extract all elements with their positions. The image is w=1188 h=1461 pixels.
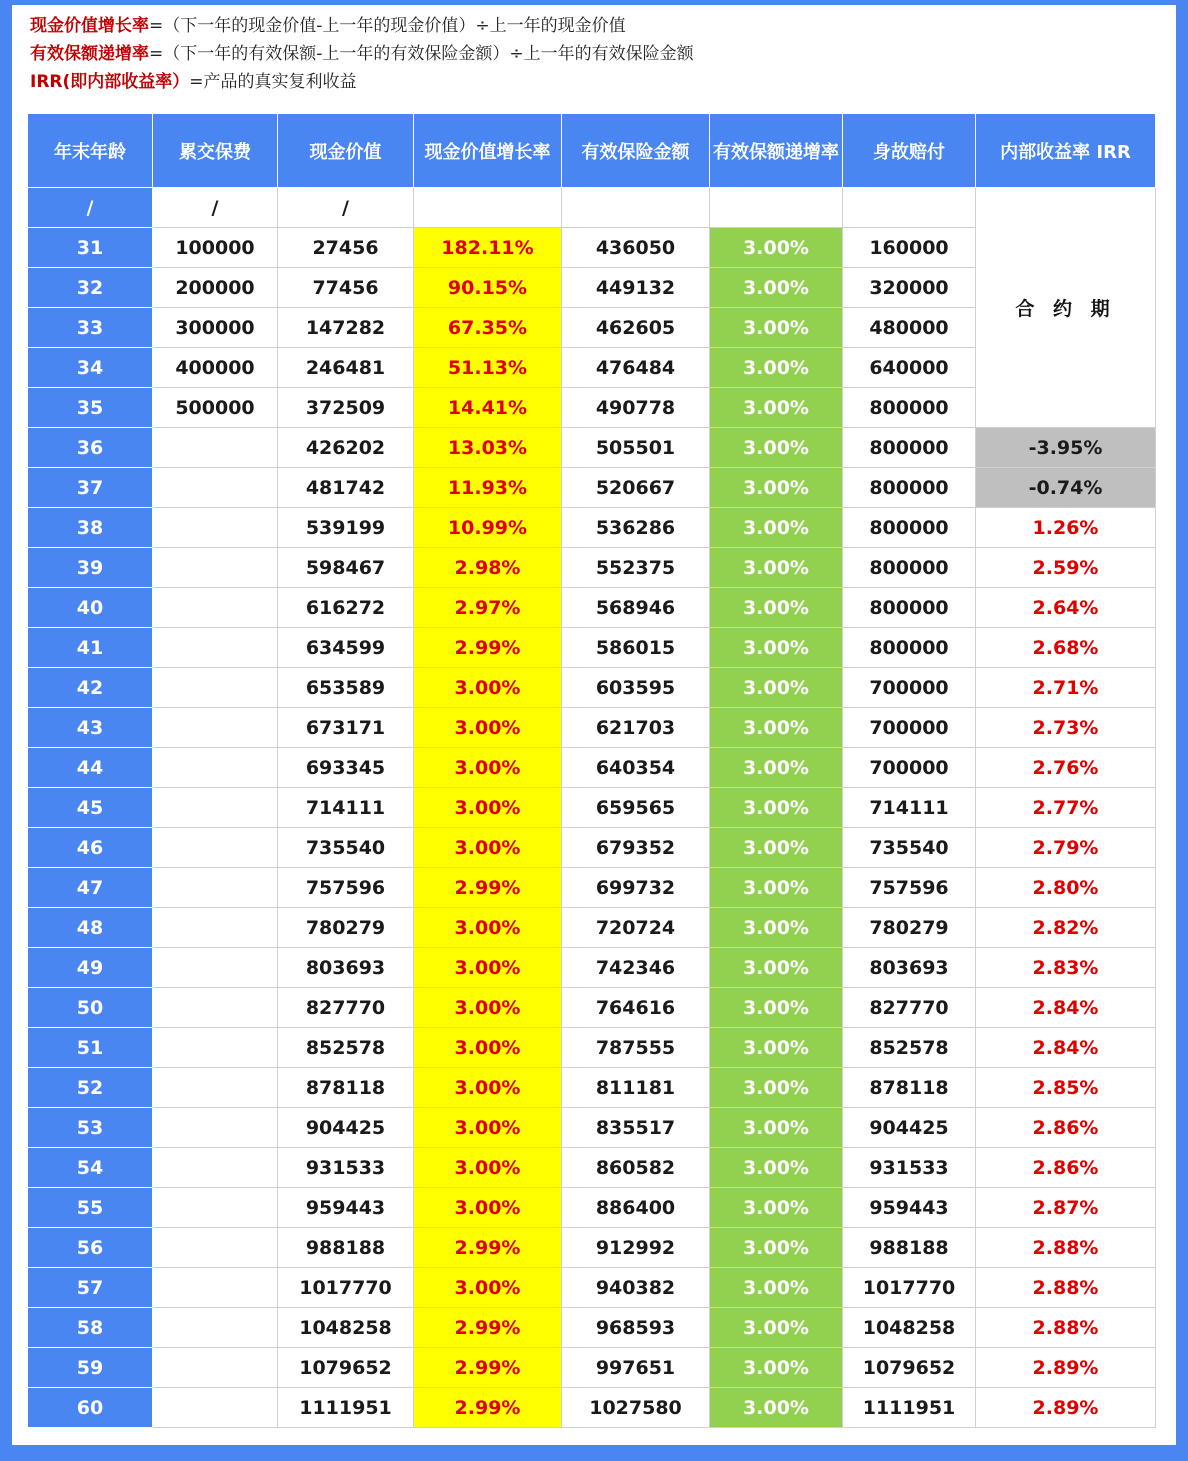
premium-cell (153, 668, 278, 708)
sum-insured-cell: 520667 (562, 468, 710, 508)
note-key: 现金价值增长率 (30, 16, 149, 36)
age-cell: 31 (28, 228, 153, 268)
sum-insured-cell: 568946 (562, 588, 710, 628)
cash-value-cell: 372509 (278, 388, 414, 428)
cash-growth-cell: 3.00% (414, 748, 562, 788)
cash-value-cell: 634599 (278, 628, 414, 668)
death-benefit-cell: 735540 (843, 828, 976, 868)
age-cell: / (28, 188, 153, 228)
premium-cell (153, 868, 278, 908)
sum-growth-cell: 3.00% (710, 1268, 843, 1308)
irr-cell: 2.83% (976, 948, 1156, 988)
death-benefit-cell: 1111951 (843, 1388, 976, 1428)
sum-growth-cell: 3.00% (710, 1108, 843, 1148)
table-row (28, 788, 1156, 828)
irr-cell: 2.82% (976, 908, 1156, 948)
death-benefit-cell: 700000 (843, 748, 976, 788)
premium-cell (153, 988, 278, 1028)
note-text: =（下一年的有效保额-上一年的有效保险金额）÷上一年的有效保险金额 (149, 44, 694, 64)
death-benefit-cell: 988188 (843, 1228, 976, 1268)
cash-value-cell: 673171 (278, 708, 414, 748)
irr-cell: 2.85% (976, 1068, 1156, 1108)
age-cell: 54 (28, 1148, 153, 1188)
sum-insured-cell: 476484 (562, 348, 710, 388)
age-cell: 55 (28, 1188, 153, 1228)
premium-cell: / (153, 188, 278, 228)
table-row (28, 1108, 1156, 1148)
cash-value-cell: / (278, 188, 414, 228)
sum-insured-cell: 886400 (562, 1188, 710, 1228)
death-benefit-cell: 700000 (843, 708, 976, 748)
irr-cell: 1.26% (976, 508, 1156, 548)
age-cell: 40 (28, 588, 153, 628)
premium-cell (153, 1028, 278, 1068)
premium-cell (153, 748, 278, 788)
sum-growth-cell: 3.00% (710, 468, 843, 508)
cash-growth-cell: 2.98% (414, 548, 562, 588)
note-text: =产品的真实复利收益 (189, 72, 357, 92)
age-cell: 44 (28, 748, 153, 788)
irr-cell: 2.77% (976, 788, 1156, 828)
cash-growth-cell: 3.00% (414, 708, 562, 748)
cash-value-cell: 904425 (278, 1108, 414, 1148)
cash-growth-cell: 13.03% (414, 428, 562, 468)
note-text: =（下一年的现金价值-上一年的现金价值）÷上一年的现金价值 (149, 16, 626, 36)
premium-cell (153, 1268, 278, 1308)
irr-cell: 2.87% (976, 1188, 1156, 1228)
sum-insured-cell: 603595 (562, 668, 710, 708)
sum-insured-cell: 679352 (562, 828, 710, 868)
header-premium: 累交保费 (153, 114, 278, 188)
death-benefit-cell: 714111 (843, 788, 976, 828)
cash-value-cell: 780279 (278, 908, 414, 948)
sum-growth-cell: 3.00% (710, 788, 843, 828)
cash-growth-cell: 3.00% (414, 828, 562, 868)
cash-growth-cell: 3.00% (414, 1028, 562, 1068)
death-benefit-cell: 931533 (843, 1148, 976, 1188)
sum-insured-cell: 997651 (562, 1348, 710, 1388)
cash-value-cell: 714111 (278, 788, 414, 828)
age-cell: 56 (28, 1228, 153, 1268)
premium-cell (153, 1148, 278, 1188)
irr-cell: 2.86% (976, 1108, 1156, 1148)
table-row (28, 868, 1156, 908)
death-benefit-cell: 800000 (843, 588, 976, 628)
cash-growth-cell: 2.99% (414, 1228, 562, 1268)
cash-value-cell: 959443 (278, 1188, 414, 1228)
cash-growth-cell: 3.00% (414, 1268, 562, 1308)
cash-value-cell: 1111951 (278, 1388, 414, 1428)
sum-growth-cell: 3.00% (710, 348, 843, 388)
sum-growth-cell: 3.00% (710, 548, 843, 588)
contract-period-label: 合 约 期 (976, 188, 1156, 428)
cash-growth-cell: 3.00% (414, 1148, 562, 1188)
death-benefit-cell: 852578 (843, 1028, 976, 1068)
premium-cell (153, 428, 278, 468)
age-cell: 34 (28, 348, 153, 388)
cash-growth-cell: 3.00% (414, 948, 562, 988)
sum-growth-cell: 3.00% (710, 1348, 843, 1388)
death-benefit-cell: 757596 (843, 868, 976, 908)
premium-cell: 200000 (153, 268, 278, 308)
sum-insured-cell: 490778 (562, 388, 710, 428)
premium-cell (153, 828, 278, 868)
cash-value-cell: 827770 (278, 988, 414, 1028)
age-cell: 35 (28, 388, 153, 428)
cash-growth-cell: 3.00% (414, 1108, 562, 1148)
note-irr (30, 68, 694, 96)
premium-cell (153, 708, 278, 748)
header-sum-growth: 有效保额递增率 (710, 114, 843, 188)
irr-cell: 2.88% (976, 1308, 1156, 1348)
age-cell: 52 (28, 1068, 153, 1108)
death-benefit-cell: 878118 (843, 1068, 976, 1108)
death-benefit-cell: 800000 (843, 548, 976, 588)
table-row (28, 1228, 1156, 1268)
cash-value-cell: 931533 (278, 1148, 414, 1188)
cash-growth-cell: 2.99% (414, 628, 562, 668)
premium-cell (153, 1068, 278, 1108)
sum-insured-cell: 764616 (562, 988, 710, 1028)
sum-growth-cell: 3.00% (710, 1388, 843, 1428)
age-cell: 32 (28, 268, 153, 308)
premium-cell (153, 468, 278, 508)
age-cell: 60 (28, 1388, 153, 1428)
death-benefit-cell (843, 188, 976, 228)
cash-value-cell: 481742 (278, 468, 414, 508)
sum-growth-cell: 3.00% (710, 868, 843, 908)
cash-growth-cell: 3.00% (414, 788, 562, 828)
sum-growth-cell: 3.00% (710, 668, 843, 708)
irr-cell: 2.68% (976, 628, 1156, 668)
sum-insured-cell: 720724 (562, 908, 710, 948)
table-row (28, 708, 1156, 748)
age-cell: 36 (28, 428, 153, 468)
sum-insured-cell: 436050 (562, 228, 710, 268)
table-row (28, 1188, 1156, 1228)
sum-insured-cell: 968593 (562, 1308, 710, 1348)
death-benefit-cell: 800000 (843, 468, 976, 508)
note-cash-growth (30, 12, 694, 40)
sum-growth-cell: 3.00% (710, 948, 843, 988)
table-row (28, 668, 1156, 708)
cash-value-cell: 426202 (278, 428, 414, 468)
cash-value-cell: 1048258 (278, 1308, 414, 1348)
death-benefit-cell: 700000 (843, 668, 976, 708)
table-row (28, 908, 1156, 948)
cash-value-cell: 757596 (278, 868, 414, 908)
cash-growth-cell (414, 188, 562, 228)
sum-insured-cell: 640354 (562, 748, 710, 788)
cash-value-cell: 77456 (278, 268, 414, 308)
age-cell: 45 (28, 788, 153, 828)
death-benefit-cell: 904425 (843, 1108, 976, 1148)
death-benefit-cell: 803693 (843, 948, 976, 988)
sum-growth-cell (710, 188, 843, 228)
sum-growth-cell: 3.00% (710, 708, 843, 748)
age-cell: 38 (28, 508, 153, 548)
premium-cell: 300000 (153, 308, 278, 348)
irr-cell: 2.79% (976, 828, 1156, 868)
table-row (28, 948, 1156, 988)
premium-cell (153, 628, 278, 668)
table-row (28, 1388, 1156, 1428)
cash-value-cell: 27456 (278, 228, 414, 268)
age-cell: 59 (28, 1348, 153, 1388)
premium-cell (153, 548, 278, 588)
sum-growth-cell: 3.00% (710, 988, 843, 1028)
premium-cell (153, 508, 278, 548)
irr-cell: 2.64% (976, 588, 1156, 628)
cash-growth-cell: 3.00% (414, 908, 562, 948)
table-row (28, 548, 1156, 588)
cash-growth-cell: 2.99% (414, 868, 562, 908)
sum-insured-cell: 449132 (562, 268, 710, 308)
irr-cell: 2.80% (976, 868, 1156, 908)
sum-growth-cell: 3.00% (710, 1228, 843, 1268)
death-benefit-cell: 160000 (843, 228, 976, 268)
irr-cell: -0.74% (976, 468, 1156, 508)
irr-cell: 2.73% (976, 708, 1156, 748)
irr-cell: 2.76% (976, 748, 1156, 788)
note-key: 有效保额递增率 (30, 44, 149, 64)
sum-growth-cell: 3.00% (710, 428, 843, 468)
age-cell: 49 (28, 948, 153, 988)
premium-cell (153, 1108, 278, 1148)
sum-growth-cell: 3.00% (710, 628, 843, 668)
header-cash-value: 现金价值 (278, 114, 414, 188)
sum-insured-cell: 787555 (562, 1028, 710, 1068)
sum-growth-cell: 3.00% (710, 828, 843, 868)
policy-table (27, 113, 1156, 1428)
cash-value-cell: 598467 (278, 548, 414, 588)
sum-growth-cell: 3.00% (710, 308, 843, 348)
sum-insured-cell: 835517 (562, 1108, 710, 1148)
irr-cell: 2.59% (976, 548, 1156, 588)
sum-insured-cell: 552375 (562, 548, 710, 588)
age-cell: 53 (28, 1108, 153, 1148)
table-row (28, 468, 1156, 508)
irr-cell: 2.71% (976, 668, 1156, 708)
sum-growth-cell: 3.00% (710, 908, 843, 948)
cash-growth-cell: 2.99% (414, 1348, 562, 1388)
sum-growth-cell: 3.00% (710, 508, 843, 548)
premium-cell: 500000 (153, 388, 278, 428)
cash-value-cell: 988188 (278, 1228, 414, 1268)
header-row (28, 114, 1156, 188)
sum-insured-cell: 536286 (562, 508, 710, 548)
cash-value-cell: 539199 (278, 508, 414, 548)
premium-cell (153, 948, 278, 988)
death-benefit-cell: 827770 (843, 988, 976, 1028)
cash-value-cell: 616272 (278, 588, 414, 628)
age-cell: 37 (28, 468, 153, 508)
table-row (28, 1308, 1156, 1348)
sum-insured-cell: 860582 (562, 1148, 710, 1188)
premium-cell (153, 1188, 278, 1228)
premium-cell (153, 1228, 278, 1268)
sum-insured-cell: 505501 (562, 428, 710, 468)
cash-growth-cell: 3.00% (414, 668, 562, 708)
cash-growth-cell: 3.00% (414, 1188, 562, 1228)
cash-value-cell: 878118 (278, 1068, 414, 1108)
death-benefit-cell: 800000 (843, 388, 976, 428)
premium-cell (153, 588, 278, 628)
death-benefit-cell: 1048258 (843, 1308, 976, 1348)
sum-growth-cell: 3.00% (710, 748, 843, 788)
sum-growth-cell: 3.00% (710, 1028, 843, 1068)
note-key: IRR(即内部收益率） (30, 72, 190, 92)
cash-growth-cell: 67.35% (414, 308, 562, 348)
header-irr: 内部收益率 IRR (976, 114, 1156, 188)
irr-cell: 2.84% (976, 988, 1156, 1028)
sum-insured-cell: 621703 (562, 708, 710, 748)
irr-cell: 2.84% (976, 1028, 1156, 1068)
sum-growth-cell: 3.00% (710, 1188, 843, 1228)
age-cell: 46 (28, 828, 153, 868)
irr-cell: -3.95% (976, 428, 1156, 468)
sum-insured-cell: 1027580 (562, 1388, 710, 1428)
cash-growth-cell: 3.00% (414, 1068, 562, 1108)
death-benefit-cell: 320000 (843, 268, 976, 308)
cash-growth-cell: 14.41% (414, 388, 562, 428)
death-benefit-cell: 800000 (843, 508, 976, 548)
cash-value-cell: 735540 (278, 828, 414, 868)
death-benefit-cell: 480000 (843, 308, 976, 348)
cash-growth-cell: 2.97% (414, 588, 562, 628)
age-cell: 48 (28, 908, 153, 948)
cash-value-cell: 653589 (278, 668, 414, 708)
death-benefit-cell: 1079652 (843, 1348, 976, 1388)
cash-growth-cell: 11.93% (414, 468, 562, 508)
sum-growth-cell: 3.00% (710, 1148, 843, 1188)
sum-growth-cell: 3.00% (710, 1308, 843, 1348)
header-age: 年末年龄 (28, 114, 153, 188)
premium-cell: 400000 (153, 348, 278, 388)
premium-cell (153, 1348, 278, 1388)
table-row (28, 988, 1156, 1028)
premium-cell (153, 1388, 278, 1428)
header-cash-growth: 现金价值增长率 (414, 114, 562, 188)
table-row (28, 1268, 1156, 1308)
age-cell: 57 (28, 1268, 153, 1308)
death-benefit-cell: 1017770 (843, 1268, 976, 1308)
age-cell: 41 (28, 628, 153, 668)
header-sum-insured: 有效保险金额 (562, 114, 710, 188)
sum-insured-cell (562, 188, 710, 228)
sum-growth-cell: 3.00% (710, 228, 843, 268)
cash-value-cell: 1017770 (278, 1268, 414, 1308)
sum-insured-cell: 659565 (562, 788, 710, 828)
cash-growth-cell: 3.00% (414, 988, 562, 1028)
note-sum-growth (30, 40, 694, 68)
age-cell: 58 (28, 1308, 153, 1348)
cash-value-cell: 693345 (278, 748, 414, 788)
sum-insured-cell: 811181 (562, 1068, 710, 1108)
table-row (28, 1068, 1156, 1108)
age-cell: 42 (28, 668, 153, 708)
cash-value-cell: 147282 (278, 308, 414, 348)
sum-insured-cell: 699732 (562, 868, 710, 908)
header-death-benefit: 身故赔付 (843, 114, 976, 188)
premium-cell: 100000 (153, 228, 278, 268)
table-row (28, 628, 1156, 668)
table-row (28, 508, 1156, 548)
cash-growth-cell: 182.11% (414, 228, 562, 268)
table-row (28, 828, 1156, 868)
sum-growth-cell: 3.00% (710, 388, 843, 428)
sum-insured-cell: 912992 (562, 1228, 710, 1268)
age-cell: 51 (28, 1028, 153, 1068)
cash-growth-cell: 2.99% (414, 1308, 562, 1348)
table-row (28, 188, 1156, 228)
table-row (28, 748, 1156, 788)
irr-cell: 2.88% (976, 1268, 1156, 1308)
cash-growth-cell: 10.99% (414, 508, 562, 548)
death-benefit-cell: 780279 (843, 908, 976, 948)
irr-cell: 2.89% (976, 1388, 1156, 1428)
cash-value-cell: 852578 (278, 1028, 414, 1068)
table-row (28, 588, 1156, 628)
cash-value-cell: 803693 (278, 948, 414, 988)
irr-cell: 2.88% (976, 1228, 1156, 1268)
formula-notes (30, 12, 694, 96)
death-benefit-cell: 800000 (843, 428, 976, 468)
cash-value-cell: 246481 (278, 348, 414, 388)
sum-insured-cell: 462605 (562, 308, 710, 348)
cash-growth-cell: 90.15% (414, 268, 562, 308)
sum-growth-cell: 3.00% (710, 268, 843, 308)
table-row (28, 1148, 1156, 1188)
table-row (28, 428, 1156, 468)
cash-value-cell: 1079652 (278, 1348, 414, 1388)
cash-growth-cell: 2.99% (414, 1388, 562, 1428)
age-cell: 33 (28, 308, 153, 348)
table-row (28, 1028, 1156, 1068)
sum-insured-cell: 586015 (562, 628, 710, 668)
premium-cell (153, 1308, 278, 1348)
death-benefit-cell: 640000 (843, 348, 976, 388)
sum-growth-cell: 3.00% (710, 1068, 843, 1108)
premium-cell (153, 788, 278, 828)
age-cell: 50 (28, 988, 153, 1028)
irr-cell: 2.89% (976, 1348, 1156, 1388)
sum-insured-cell: 742346 (562, 948, 710, 988)
death-benefit-cell: 800000 (843, 628, 976, 668)
death-benefit-cell: 959443 (843, 1188, 976, 1228)
sum-insured-cell: 940382 (562, 1268, 710, 1308)
premium-cell (153, 908, 278, 948)
sum-growth-cell: 3.00% (710, 588, 843, 628)
age-cell: 39 (28, 548, 153, 588)
cash-growth-cell: 51.13% (414, 348, 562, 388)
table-row (28, 1348, 1156, 1388)
age-cell: 47 (28, 868, 153, 908)
age-cell: 43 (28, 708, 153, 748)
irr-cell: 2.86% (976, 1148, 1156, 1188)
